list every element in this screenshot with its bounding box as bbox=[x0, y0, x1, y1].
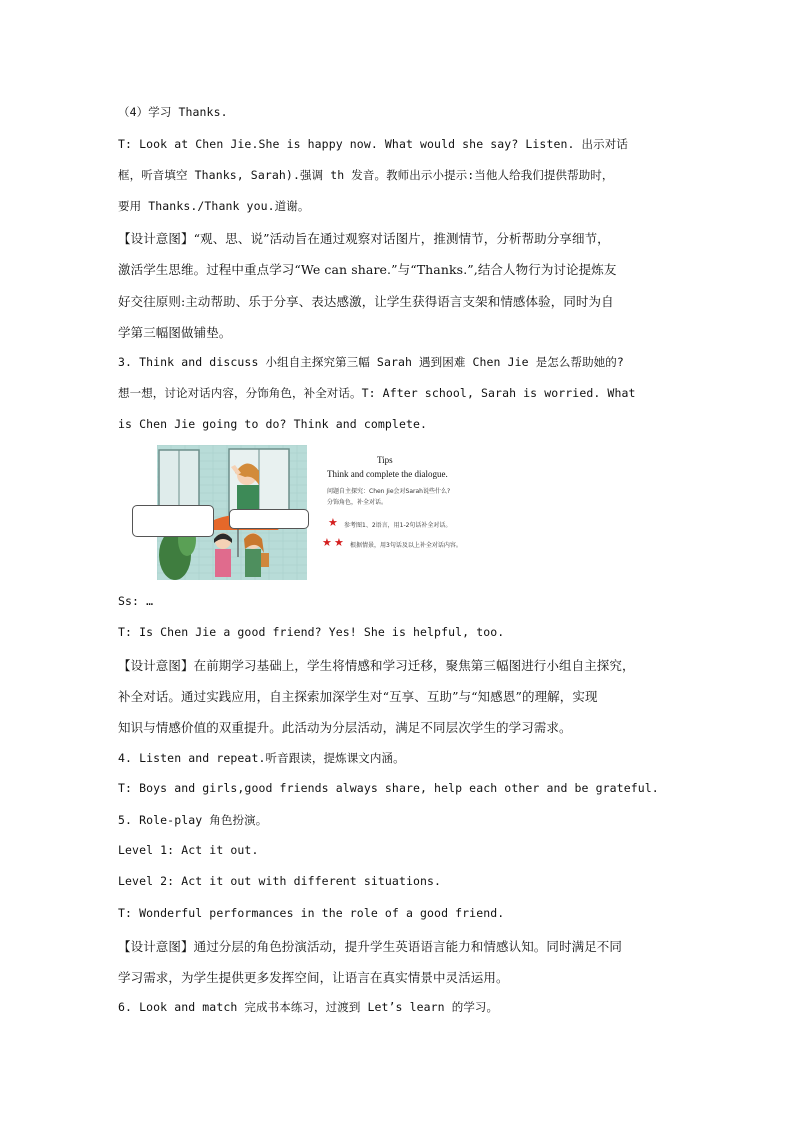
paragraph-line: 激活学生思维。过程中重点学习“We can share.”与“Thanks.”,结合人物行为讨论提炼友 bbox=[118, 262, 617, 277]
paragraph-line: 知识与情感价值的双重提升。此活动为分层活动，满足不同层次学生的学习需求。 bbox=[118, 720, 572, 735]
paragraph-line: 框，听音填空 Thanks, Sarah).强调 th 发音。教师出示小提示:当他人给我们提供帮助时， bbox=[118, 168, 614, 182]
star-icon: ★ bbox=[322, 536, 332, 549]
design-intent-line: 【设计意图】在前期学习基础上，学生将情感和学习迁移，聚焦第三幅图进行小组自主探究， bbox=[118, 658, 635, 673]
paragraph-line: Ss: … bbox=[118, 594, 154, 608]
speech-bubble-right bbox=[229, 509, 309, 529]
tips-level-2: 根据情景，用3句话及以上补全对话内容。 bbox=[350, 542, 462, 549]
step-5-heading: 5. Role-play 角色扮演。 bbox=[118, 813, 268, 827]
paragraph-line: Level 1: Act it out. bbox=[118, 843, 259, 857]
tips-hint: 分饰角色，补全对话。 bbox=[327, 499, 388, 506]
section-heading-thanks: （4）学习 Thanks. bbox=[118, 105, 228, 119]
tips-title: Tips bbox=[377, 455, 393, 465]
paragraph-line: 补全对话。通过实践应用，自主探索加深学生对“互享、互助”与“知感恩”的理解，实现 bbox=[118, 689, 598, 704]
paragraph-line: T: Wonderful performances in the role of a good friend. bbox=[118, 906, 505, 920]
paragraph-line: T: Boys and girls,good friends always share, help each other and be grateful. bbox=[118, 781, 659, 795]
design-intent-line: 【设计意图】通过分层的角色扮演活动，提升学生英语语言能力和情感认知。同时满足不同 bbox=[118, 939, 623, 954]
paragraph-line: 学习需求，为学生提供更多发挥空间，让语言在真实情景中灵活运用。 bbox=[118, 970, 509, 985]
tips-panel bbox=[322, 449, 497, 579]
tips-subtitle: Think and complete the dialogue. bbox=[327, 469, 448, 479]
paragraph-line: T: Look at Chen Jie.She is happy now. What would she say? Listen. 出示对话 bbox=[118, 137, 628, 151]
tips-level-1: 参考图1、2语言，用1-2句话补全对话。 bbox=[344, 522, 452, 529]
star-icon: ★ bbox=[328, 516, 338, 529]
paragraph-line: is Chen Jie going to do? Think and complete. bbox=[118, 417, 428, 431]
speech-bubble-left bbox=[132, 505, 214, 537]
step-6-heading: 6. Look and match 完成书本练习，过渡到 Let’s learn 的学习。 bbox=[118, 1000, 499, 1014]
step-3-heading: 3. Think and discuss 小组自主探究第三幅 Sarah 遇到困难 Chen Jie 是怎么帮助她的? bbox=[118, 355, 624, 369]
paragraph-line: 好交往原则:主动帮助、乐于分享、表达感激，让学生获得语言支架和情感体验，同时为自 bbox=[118, 294, 614, 309]
dialogue-figure bbox=[157, 445, 497, 580]
paragraph-line: 要用 Thanks./Thank you.道谢。 bbox=[118, 199, 310, 213]
paragraph-line: T: Is Chen Jie a good friend? Yes! She is helpful, too. bbox=[118, 625, 505, 639]
paragraph-line: 想一想，讨论对话内容，分饰角色，补全对话。T: After school, Sarah is worried. What bbox=[118, 386, 636, 400]
step-4-heading: 4. Listen and repeat.听音跟读，提炼课文内涵。 bbox=[118, 751, 405, 765]
star-icon: ★ bbox=[334, 536, 344, 549]
paragraph-line: Level 2: Act it out with different situations. bbox=[118, 874, 442, 888]
tips-hint: 问题自主探究：Chen Jie会对Sarah说些什么? bbox=[327, 488, 451, 495]
design-intent-line: 【设计意图】“观、思、说”活动旨在通过观察对话图片，推测情节，分析帮助分享细节， bbox=[118, 231, 610, 246]
paragraph-line: 学第三幅图做铺垫。 bbox=[118, 325, 232, 340]
